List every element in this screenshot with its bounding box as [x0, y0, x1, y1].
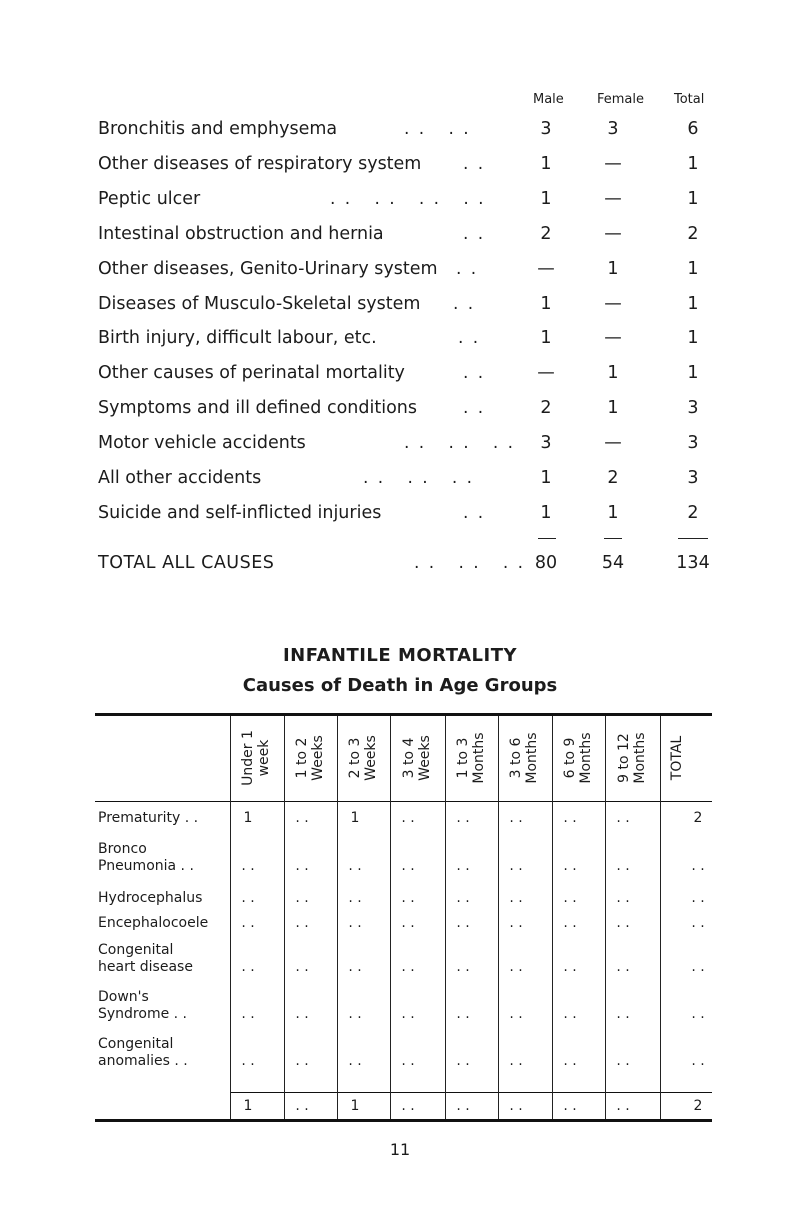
value-female: —	[604, 189, 622, 209]
table-cell: . .	[616, 1006, 630, 1022]
column-header: 3 to 6 Months	[508, 732, 540, 784]
table-cell: . .	[563, 959, 577, 975]
row-label: Congenital	[98, 942, 174, 958]
table-cell: . .	[348, 1006, 362, 1022]
table-cell: . .	[241, 858, 255, 874]
value-total: 2	[687, 224, 699, 244]
cause-label: Intestinal obstruction and hernia	[98, 224, 384, 244]
column-divider	[230, 716, 231, 1119]
value-female: 2	[607, 468, 619, 488]
cause-label: Peptic ulcer	[98, 189, 201, 209]
infantile-subtitle: Causes of Death in Age Groups	[242, 675, 558, 696]
table-cell: . .	[348, 890, 362, 906]
value-male: 3	[540, 433, 552, 453]
row-label: anomalies . .	[98, 1053, 188, 1069]
value-female: —	[604, 294, 622, 314]
table-cell: . .	[295, 915, 309, 931]
cause-label: Bronchitis and emphysema	[98, 119, 338, 139]
table-cell: . .	[241, 890, 255, 906]
table-cell: . .	[401, 858, 415, 874]
table-cell: . .	[616, 890, 630, 906]
value-total: 3	[687, 468, 699, 488]
table-cell: . .	[295, 959, 309, 975]
table-cell: . .	[456, 959, 470, 975]
cause-label: Suicide and self-inflicted injuries	[98, 503, 382, 523]
table-cell: . .	[509, 890, 523, 906]
column-header: 1 to 3 Months	[454, 732, 487, 784]
leader-dots: . .	[463, 154, 486, 174]
table-cell: . .	[456, 1053, 470, 1069]
table-cell: 1	[350, 810, 360, 826]
leader-dots: . .	[463, 224, 486, 244]
table-cell: . .	[691, 890, 705, 906]
value-male: 1	[540, 189, 552, 209]
value-female: 1	[607, 363, 619, 383]
value-male: 1	[540, 468, 552, 488]
header-female: Female	[597, 92, 645, 107]
cause-label: Other diseases, Genito-Urinary system	[98, 259, 438, 279]
row-label: Bronco	[98, 841, 147, 857]
table-cell: . .	[456, 1006, 470, 1022]
table-cell: . .	[509, 810, 523, 826]
table-cell: . .	[691, 858, 705, 874]
header-bottom-rule	[95, 801, 712, 802]
column-header: 3 to 4 Weeks	[400, 735, 433, 781]
value-male: 1	[540, 154, 552, 174]
table-cell: . .	[241, 1006, 255, 1022]
leader-dots: . . . . . . . .	[330, 189, 486, 209]
column-divider	[390, 716, 391, 1119]
value-female: 1	[607, 259, 619, 279]
row-label: Down's	[98, 989, 149, 1005]
table-cell: . .	[295, 1006, 309, 1022]
table-cell: . .	[616, 1053, 630, 1069]
table-cell: . .	[348, 915, 362, 931]
value-total: 1	[687, 294, 699, 314]
table-cell: 2	[693, 810, 703, 826]
leader-dots: . .	[453, 294, 476, 314]
table-cell: . .	[401, 959, 415, 975]
cause-label: Motor vehicle accidents	[98, 433, 306, 453]
page-number: 11	[389, 1140, 411, 1159]
leader-dots: . .	[463, 398, 486, 418]
value-total: 1	[687, 328, 699, 348]
total-leader-dots: . . . . . .	[414, 553, 526, 573]
column-divider	[552, 716, 553, 1119]
total-cell: . .	[295, 1098, 309, 1114]
total-total: 134	[676, 553, 710, 573]
table-cell: . .	[509, 915, 523, 931]
table-cell: . .	[241, 915, 255, 931]
totals-top-rule	[230, 1092, 712, 1093]
table-cell: . .	[563, 1053, 577, 1069]
table-cell: . .	[456, 915, 470, 931]
column-header: 1 to 2 Weeks	[293, 735, 326, 781]
table-cell: . .	[401, 1053, 415, 1069]
table-cell: . .	[691, 1053, 705, 1069]
table-cell: . .	[563, 1006, 577, 1022]
column-header: 2 to 3 Weeks	[346, 735, 379, 781]
total-cell: 1	[243, 1098, 253, 1114]
infantile-title: INFANTILE MORTALITY	[282, 645, 518, 666]
leader-dots: . . . . . .	[404, 433, 516, 453]
table-cell: . .	[456, 890, 470, 906]
leader-dots: . .	[463, 363, 486, 383]
header-total: Total	[674, 92, 705, 107]
total-cell: . .	[509, 1098, 523, 1114]
cause-label: Other causes of perinatal mortality	[98, 363, 405, 383]
cause-label: Other diseases of respiratory system	[98, 154, 422, 174]
total-cell: 1	[350, 1098, 360, 1114]
total-cell: . .	[401, 1098, 415, 1114]
total-male: 80	[534, 553, 558, 573]
table-cell: . .	[563, 810, 577, 826]
column-divider	[337, 716, 338, 1119]
value-total: 3	[687, 433, 699, 453]
row-label: Syndrome . .	[98, 1006, 187, 1022]
column-header: 9 to 12 Months	[615, 732, 648, 784]
value-female: 3	[607, 119, 619, 139]
column-divider	[445, 716, 446, 1119]
value-female: —	[604, 224, 622, 244]
table-cell: . .	[456, 858, 470, 874]
value-total: 2	[687, 503, 699, 523]
table-cell: . .	[401, 915, 415, 931]
value-total: 1	[687, 259, 699, 279]
table-cell: . .	[616, 915, 630, 931]
table-cell: . .	[401, 1006, 415, 1022]
table-cell: . .	[563, 858, 577, 874]
leader-dots: . .	[463, 503, 486, 523]
column-divider	[284, 716, 285, 1119]
row-label: Pneumonia . .	[98, 858, 194, 874]
table-cell: . .	[691, 959, 705, 975]
value-total: 1	[687, 363, 699, 383]
row-label: heart disease	[98, 959, 193, 975]
rule-total	[678, 538, 708, 539]
total-all-causes-label: TOTAL ALL CAUSES	[98, 553, 275, 573]
table-cell: . .	[509, 1053, 523, 1069]
table-cell: . .	[348, 959, 362, 975]
column-divider	[660, 716, 661, 1119]
row-label: Hydrocephalus	[98, 890, 203, 906]
value-female: 1	[607, 398, 619, 418]
row-label: Encephalocoele	[98, 915, 209, 931]
table-cell: . .	[509, 959, 523, 975]
table-cell: . .	[509, 858, 523, 874]
total-female: 54	[601, 553, 625, 573]
value-male: 2	[540, 398, 552, 418]
cause-label: Diseases of Musculo-Skeletal system	[98, 294, 421, 314]
column-divider	[498, 716, 499, 1119]
table-cell: . .	[691, 915, 705, 931]
leader-dots: . . . .	[404, 119, 471, 139]
table-cell: . .	[241, 1053, 255, 1069]
leader-dots: . .	[456, 259, 479, 279]
table-top-rule	[95, 713, 712, 716]
column-divider	[605, 716, 606, 1119]
header-male: Male	[533, 92, 564, 107]
leader-dots: . .	[458, 328, 481, 348]
column-header: 6 to 9 Months	[561, 732, 594, 784]
cause-label: Birth injury, difficult labour, etc.	[98, 328, 377, 348]
value-female: —	[604, 154, 622, 174]
total-cell: . .	[563, 1098, 577, 1114]
table-cell: . .	[348, 1053, 362, 1069]
table-cell: . .	[509, 1006, 523, 1022]
table-cell: . .	[456, 810, 470, 826]
value-total: 1	[687, 154, 699, 174]
table-cell: . .	[295, 810, 309, 826]
table-cell: . .	[295, 858, 309, 874]
value-male: —	[537, 363, 555, 383]
column-header: TOTAL	[669, 735, 685, 781]
rule-male	[538, 538, 556, 539]
table-cell: . .	[616, 810, 630, 826]
table-cell: . .	[616, 858, 630, 874]
value-total: 1	[687, 189, 699, 209]
value-male: 1	[540, 328, 552, 348]
value-male: 3	[540, 119, 552, 139]
cause-label: Symptoms and ill defined conditions	[98, 398, 418, 418]
value-male: 1	[540, 294, 552, 314]
value-male: —	[537, 259, 555, 279]
table-cell: . .	[241, 959, 255, 975]
table-cell: . .	[401, 890, 415, 906]
table-cell: 1	[243, 810, 253, 826]
table-cell: . .	[401, 810, 415, 826]
total-cell: 2	[693, 1098, 703, 1114]
table-bottom-rule	[95, 1119, 712, 1122]
total-cell: . .	[456, 1098, 470, 1114]
value-female: —	[604, 433, 622, 453]
leader-dots: . . . . . .	[363, 468, 475, 488]
table-cell: . .	[563, 890, 577, 906]
table-cell: . .	[348, 858, 362, 874]
table-cell: . .	[295, 1053, 309, 1069]
column-header: Under 1 week	[240, 730, 272, 786]
value-male: 2	[540, 224, 552, 244]
total-cell: . .	[616, 1098, 630, 1114]
table-cell: . .	[616, 959, 630, 975]
value-female: —	[604, 328, 622, 348]
value-total: 3	[687, 398, 699, 418]
table-cell: . .	[691, 1006, 705, 1022]
value-female: 1	[607, 503, 619, 523]
table-cell: . .	[563, 915, 577, 931]
value-total: 6	[687, 119, 699, 139]
table-cell: . .	[295, 890, 309, 906]
cause-label: All other accidents	[98, 468, 262, 488]
row-label: Congenital	[98, 1036, 174, 1052]
row-label: Prematurity . .	[98, 810, 199, 826]
rule-female	[604, 538, 622, 539]
value-male: 1	[540, 503, 552, 523]
